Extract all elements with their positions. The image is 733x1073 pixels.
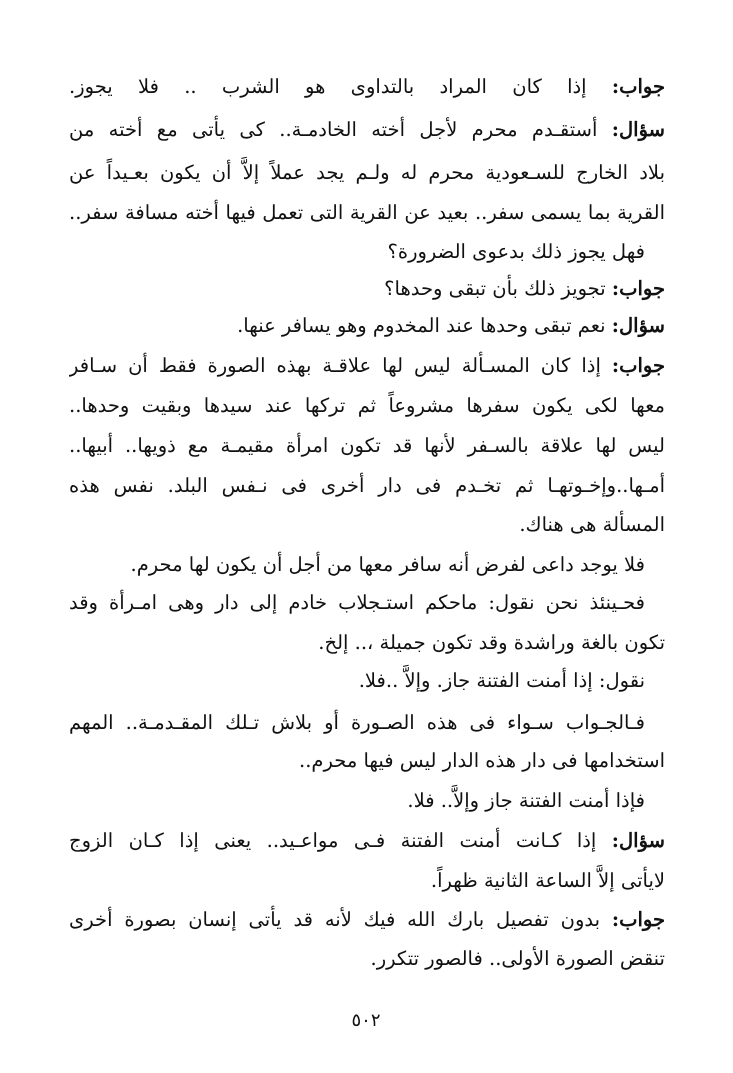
line-text: فإذا أمنت الفتنة جاز وإلاَّ.. فلا.	[407, 789, 645, 812]
text-line-16	[69, 662, 645, 700]
text-line-4	[69, 194, 665, 232]
line-text: أستقـدم محرم لأجل أخته الخادمـة.. كى يأتى مع أخته من	[69, 118, 612, 141]
line-text: لايأتى إلاَّ الساعة الثانية ظهراً.	[430, 869, 665, 892]
text-line-5	[69, 233, 645, 271]
line-text: فـالجـواب سـواء فى هذه الصـورة أو بلاش تـلك المقـدمـة.. المهم	[69, 711, 645, 734]
line-text: القرية بما يسمى سفر.. بعيد عن القرية التى تعمل فيها أخته مسافة سفر..	[69, 201, 665, 224]
line-text: إذا كان المراد بالتداوى هو الشرب .. فلا يجوز.	[69, 75, 612, 98]
text-line-9	[69, 387, 665, 425]
question-label: سؤال:	[611, 829, 665, 852]
text-line-21	[69, 862, 665, 900]
text-line-10	[69, 427, 665, 465]
text-line-12	[69, 506, 665, 544]
question-label: سؤال:	[611, 118, 665, 141]
text-line-20	[69, 822, 665, 860]
answer-label: جواب:	[611, 75, 665, 98]
line-text: فحـينئذ نحن نقول: ماحكم استـجلاب خادم إلى دار وهى امـرأة وقد	[69, 591, 645, 614]
text-line-15	[69, 624, 665, 662]
line-text: تجويز ذلك بأن تبقى وحدها؟	[384, 277, 612, 300]
line-text: إذا كان المسـألة ليس لها علاقـة بهذه الصورة فقط أن سـافر	[69, 354, 612, 377]
line-text: بدون تفصيل بارك الله فيك لأنه قد يأتى إنسان بصورة أخرى	[69, 908, 612, 931]
text-line-18	[69, 742, 665, 780]
text-line-8	[69, 347, 665, 385]
text-line-22	[69, 901, 665, 939]
line-text: ليس لها علاقة بالسـفر لأنها قد تكون امرأة مقيمـة مع ذويها.. أبيها..	[69, 434, 665, 457]
line-text: تنقض الصورة الأولى.. فالصور تتكرر.	[370, 947, 665, 970]
line-text: المسألة هى هناك.	[519, 513, 665, 536]
text-line-11	[69, 467, 665, 505]
text-line-17	[69, 704, 645, 742]
text-line-7	[69, 307, 665, 345]
text-line-19	[69, 782, 645, 820]
answer-label: جواب:	[611, 354, 665, 377]
answer-label: جواب:	[611, 277, 665, 300]
text-line-6	[69, 270, 665, 308]
line-text: نقول: إذا أمنت الفتنة جاز. وإلاَّ ..فلا.	[358, 669, 645, 692]
text-line-23	[69, 940, 665, 978]
answer-label: جواب:	[611, 908, 665, 931]
page-number: ٥٠٢	[351, 1010, 381, 1031]
line-text: نعم تبقى وحدها عند المخدوم وهو يسافر عنها.	[237, 314, 612, 337]
line-text: تكون بالغة وراشدة وقد تكون جميلة ،.. إلخ.	[318, 631, 665, 654]
line-text: فلا يوجد داعى لفرض أنه سافر معها من أجل أن يكون لها محرم.	[130, 553, 645, 576]
text-line-13	[69, 546, 645, 584]
text-line-14	[69, 584, 645, 622]
question-label: سؤال:	[611, 314, 665, 337]
text-line-1	[69, 68, 665, 106]
line-text: إذا كـانت أمنت الفتنة فـى مواعـيد.. يعنى إذا كـان الزوج	[69, 829, 612, 852]
line-text: استخدامها فى دار هذه الدار ليس فيها محرم..	[299, 749, 665, 772]
line-text: بلاد الخارج للسـعودية محرم له ولـم يجد عملاً إلاَّ أن يكون بعـيداً عن	[69, 161, 665, 184]
text-line-3	[69, 154, 665, 192]
line-text: أمـها..وإخـوتهـا ثم تخـدم فى دار أخرى فى نـفس البلد. نفس هذه	[69, 474, 665, 497]
line-text: فهل يجوز ذلك بدعوى الضرورة؟	[387, 240, 645, 263]
line-text: معها لكى يكون سفرها مشروعاً ثم تركها عند سيدها وبقيت وحدها..	[69, 394, 665, 417]
text-line-2	[69, 111, 665, 149]
